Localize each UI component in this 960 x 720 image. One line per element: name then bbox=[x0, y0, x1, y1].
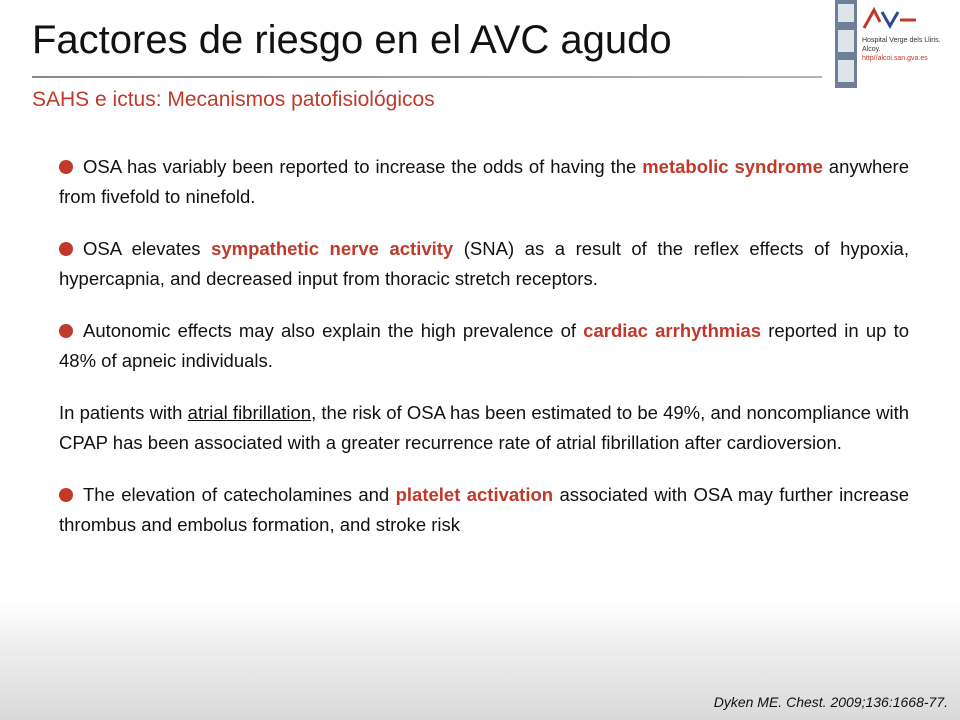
bullet-text: OSA has variably been reported to increase the odds of having the bbox=[83, 156, 643, 177]
bullet-dot-icon bbox=[59, 324, 73, 338]
bullet-dot-icon bbox=[59, 242, 73, 256]
title-divider bbox=[32, 76, 822, 78]
slide-title: Factores de riesgo en el AVC agudo bbox=[32, 18, 672, 62]
highlight-term: metabolic syndrome bbox=[642, 156, 823, 177]
bullet-text: (SNA) as a result of the reflex effects of hypoxia, hypercapnia, and decreased input from thoracic stretch receptors. bbox=[59, 238, 909, 289]
bullet-text: OSA elevates bbox=[83, 238, 212, 259]
bullet-text: associated with OSA may further increase thrombus and embolus formation, and stroke risk bbox=[59, 484, 910, 535]
bullet-text: reported in up to 48% of apneic individuals. bbox=[59, 320, 910, 371]
bullet-text: In patients with bbox=[59, 402, 188, 423]
bullet-sympathetic bbox=[59, 234, 909, 294]
bullet-arrhythmias bbox=[59, 316, 909, 376]
highlight-term: platelet activation bbox=[395, 484, 554, 505]
paragraph-atrial-fibrillation bbox=[59, 398, 909, 458]
slide-subtitle: SAHS e ictus: Mecanismos patofisiológicos bbox=[32, 88, 435, 111]
hospital-logo-strip bbox=[835, 0, 857, 88]
bullet-platelet bbox=[59, 480, 909, 540]
bullet-text: The elevation of catecholamines and bbox=[83, 484, 396, 505]
bullet-metabolic bbox=[59, 152, 909, 212]
hospital-logo-icon bbox=[860, 6, 920, 32]
citation: Dyken ME. Chest. 2009;136:1668-77. bbox=[713, 694, 948, 710]
hospital-city: Alcoy. bbox=[862, 46, 881, 53]
bullet-dot-icon bbox=[59, 488, 73, 502]
hospital-url: http//alcoi.san.gva.es bbox=[862, 55, 928, 62]
highlight-term: cardiac arrhythmias bbox=[583, 320, 762, 341]
bullet-text: anywhere from fivefold to ninefold. bbox=[59, 156, 909, 207]
bullet-text: , the risk of OSA has been estimated to be 49%, and noncompliance with CPAP has been associated with a greater recurrence rate of atrial fibrillation after cardioversion. bbox=[59, 402, 910, 453]
highlight-term: sympathetic nerve activity bbox=[211, 238, 454, 259]
bullet-dot-icon bbox=[59, 160, 73, 174]
bullet-text: Autonomic effects may also explain the high prevalence of bbox=[83, 320, 584, 341]
slide-body bbox=[59, 152, 909, 562]
hospital-info bbox=[862, 36, 957, 63]
hospital-name: Hospital Verge dels Lliris. bbox=[862, 37, 941, 44]
underlined-term: atrial fibrillation bbox=[187, 402, 312, 423]
